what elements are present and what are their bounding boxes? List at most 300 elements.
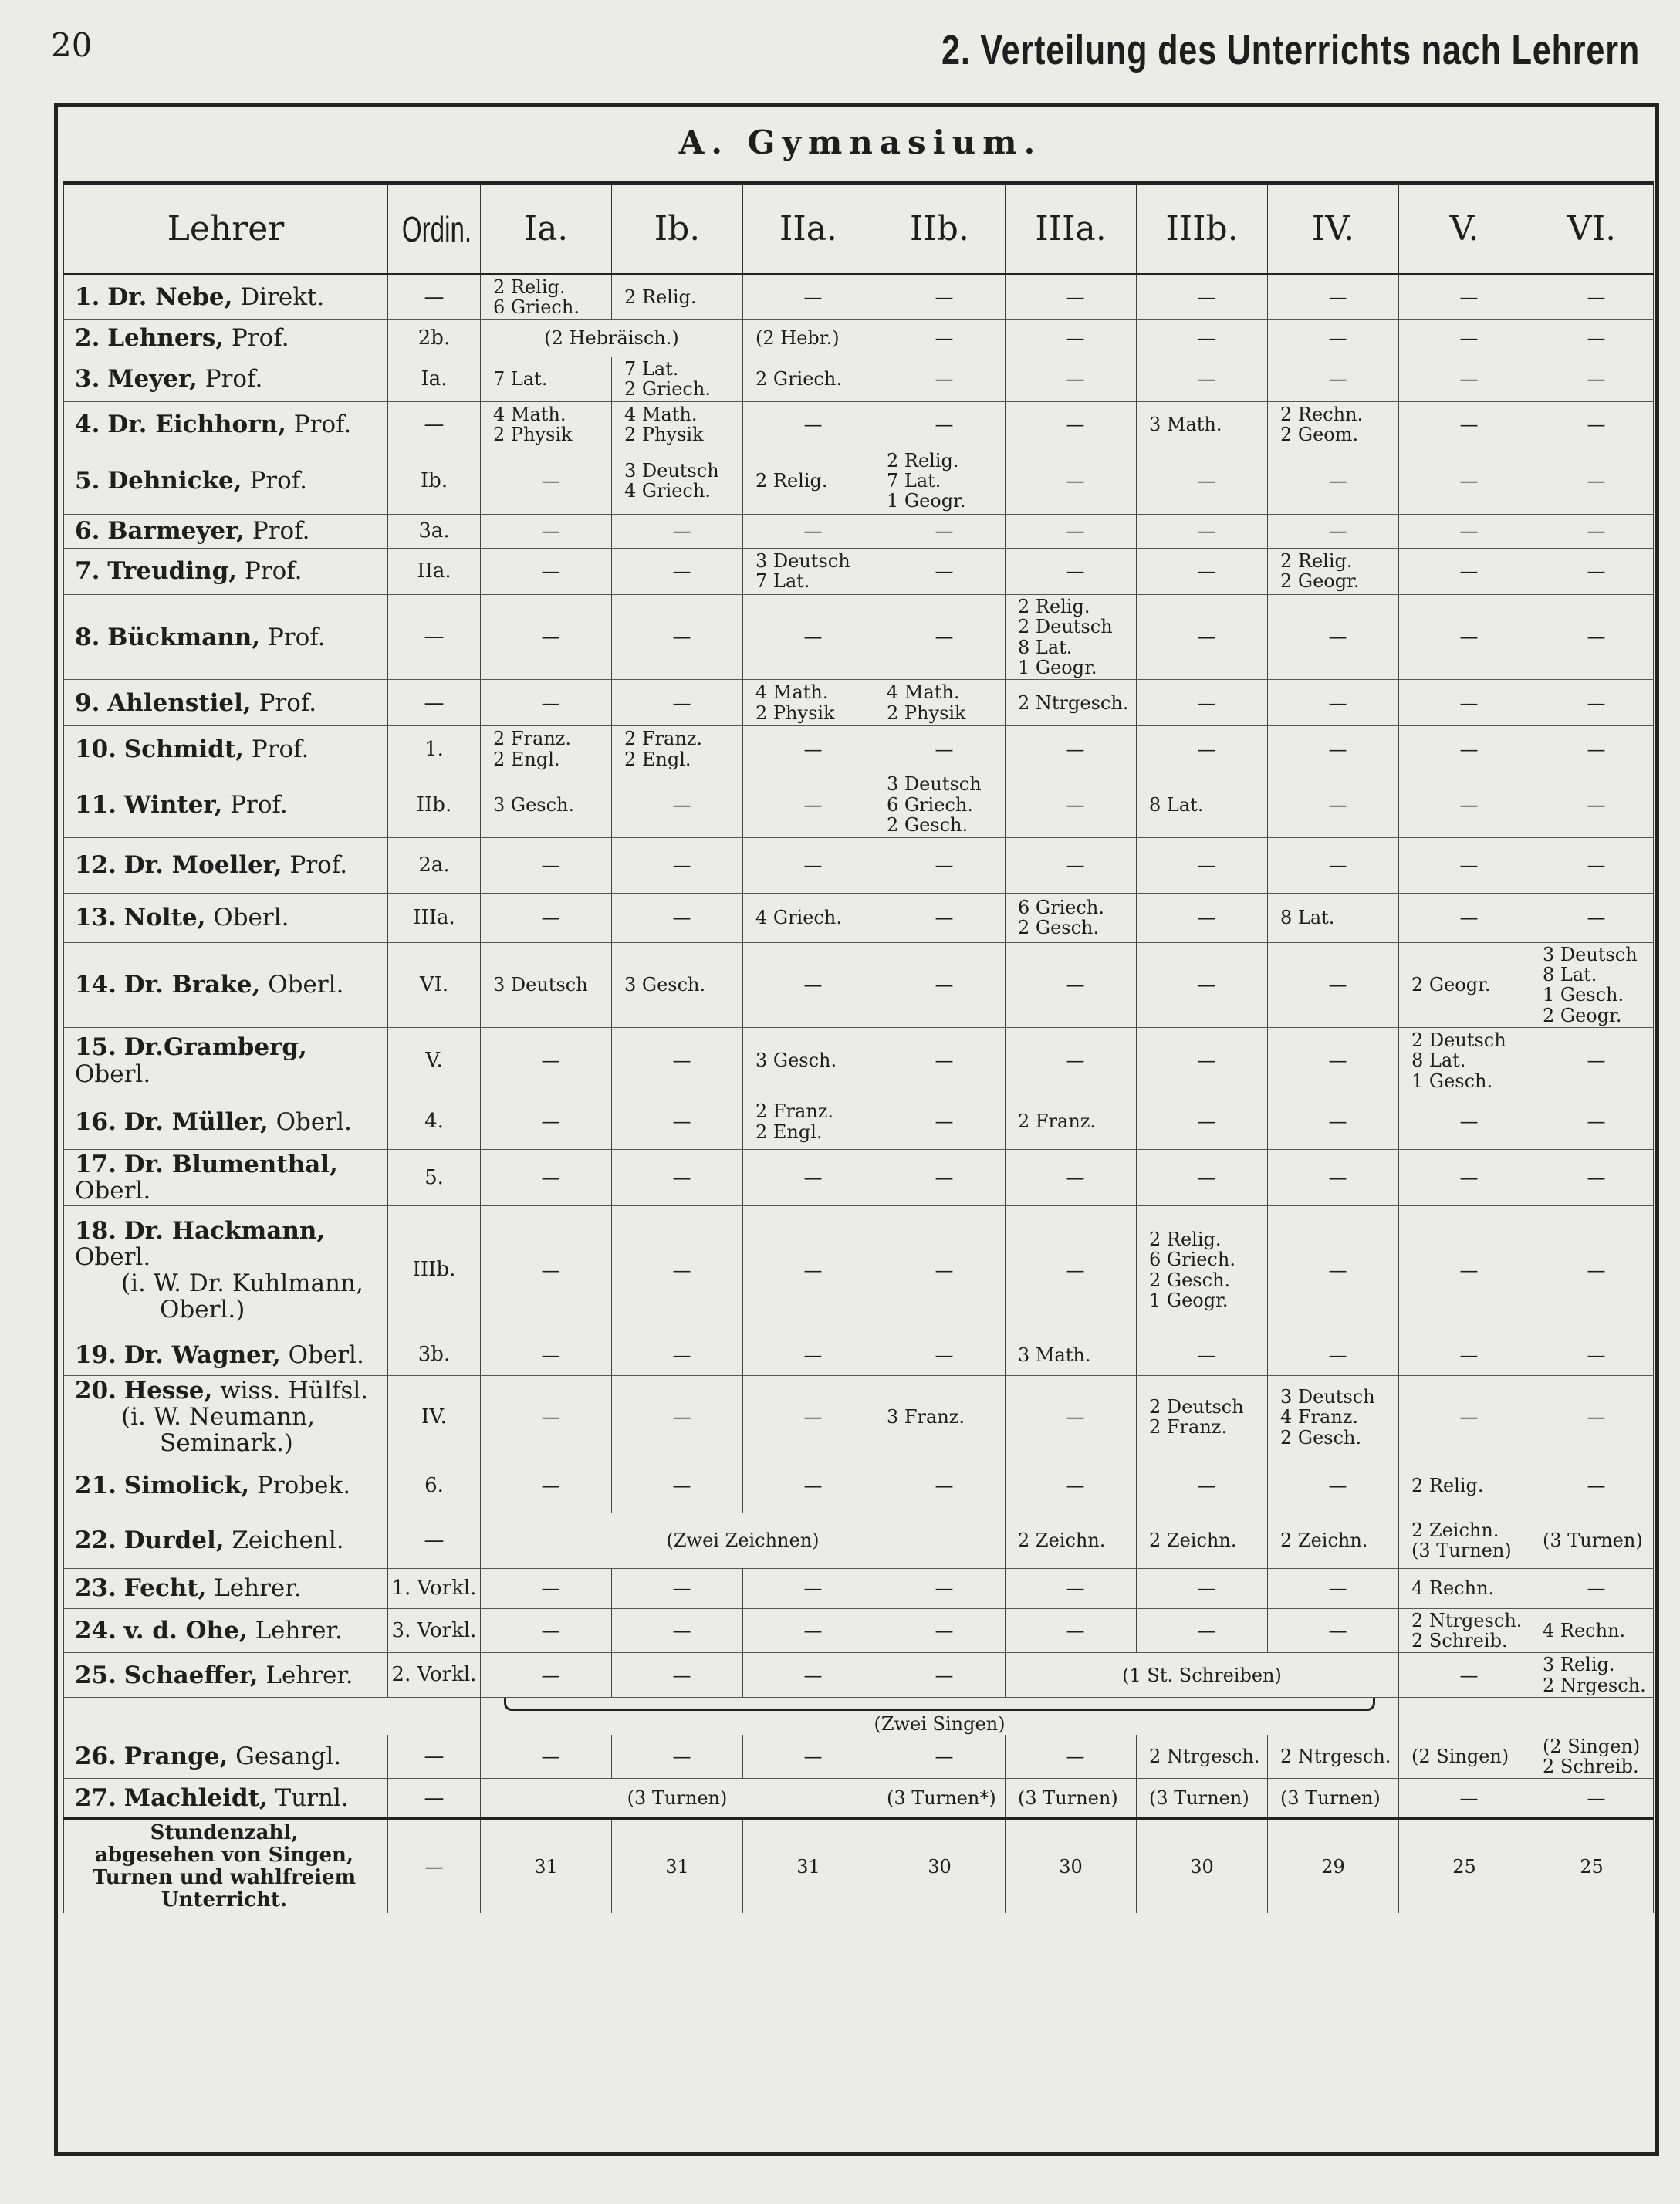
subject-cell (1006, 275, 1137, 320)
subject-cell (1268, 1513, 1399, 1568)
subject-entry: 2 Relig. (1280, 549, 1353, 572)
teacher-name: Hesse, (123, 1377, 213, 1405)
subject-entry: — (1197, 1577, 1216, 1599)
subject-entry: 4 Franz. (1280, 1406, 1359, 1428)
teacher-line (75, 558, 384, 584)
subject-cell (1006, 1334, 1137, 1376)
subject-cell (1268, 594, 1399, 680)
subject-cell (874, 942, 1006, 1028)
subject-entry: — (672, 1745, 691, 1767)
subject-entry: — (1587, 1110, 1606, 1133)
subject-entry: 2 Ntrgesch. (1411, 1609, 1523, 1631)
subject-entry: — (1459, 1664, 1479, 1686)
subject-entry: — (803, 1474, 823, 1496)
subject-entry: — (935, 738, 954, 760)
teacher-number: 24. (75, 1616, 117, 1645)
teacher-cell (64, 514, 388, 548)
subject-entry: — (935, 1259, 954, 1281)
teacher-line (75, 325, 384, 351)
subject-cell (612, 772, 743, 837)
subject-cell (1006, 319, 1137, 357)
teacher-name: Prange, (123, 1742, 228, 1770)
subject-cell (1006, 1150, 1137, 1206)
subject-entry: — (1197, 854, 1216, 876)
subject-cell (743, 1094, 874, 1150)
subject-cell (612, 1206, 743, 1334)
subject-cell (1530, 1459, 1654, 1513)
merged-cell (1006, 1653, 1399, 1698)
subject-cell (1268, 1094, 1399, 1150)
subject-cell (1006, 942, 1137, 1028)
subject-cell (1137, 680, 1268, 726)
subject-cell (874, 594, 1006, 680)
teacher-number: 27. (75, 1783, 117, 1812)
subject-entry: — (1328, 626, 1347, 648)
subject-entry: — (1587, 560, 1606, 583)
subject-cell (481, 726, 612, 772)
section-title: A. Gymnasium. (678, 123, 1043, 161)
subject-cell (1137, 1513, 1268, 1568)
subject-cell (1399, 772, 1530, 837)
teacher-row (64, 548, 1654, 594)
ordinarius-cell: IIb. (388, 772, 481, 837)
subject-cell (481, 1735, 612, 1779)
column-header-label: IV. (1311, 208, 1355, 248)
subject-cell (743, 1653, 874, 1698)
teacher-cell (64, 1779, 388, 1819)
subject-entry: — (1328, 1474, 1347, 1496)
subject-entry: — (672, 854, 691, 876)
teacher-number: 7. (75, 557, 100, 586)
teacher-cell (64, 594, 388, 680)
subject-entry: — (1459, 1166, 1479, 1188)
subject-entry: (3 Turnen) (1411, 1540, 1512, 1562)
subject-entry: — (1066, 414, 1085, 436)
teacher-line (75, 518, 384, 544)
subject-entry: 2 Franz. (1149, 1416, 1228, 1438)
teacher-name: Nolte, (123, 903, 206, 931)
subject-entry: — (672, 1344, 691, 1366)
subject-cell (1137, 1094, 1268, 1150)
teacher-number: 5. (75, 467, 100, 495)
subject-entry: — (672, 793, 691, 816)
subject-entry: 2 Franz. (624, 728, 703, 750)
brace-spacer (1399, 1698, 1654, 1735)
teacher-cell (64, 1568, 388, 1608)
subject-entry: — (1459, 327, 1479, 350)
subject-cell (874, 837, 1006, 893)
teacher-title: Oberl. (75, 1177, 151, 1205)
subject-cell (743, 594, 874, 680)
subject-entry: 2 Griech. (624, 378, 711, 401)
subject-entry: 7 Lat. (887, 470, 941, 492)
subject-cell (1399, 401, 1530, 448)
teacher-row (64, 275, 1654, 320)
teacher-number: 4. (75, 411, 100, 439)
subject-entry: — (1459, 738, 1479, 760)
teacher-line (75, 904, 384, 931)
column-header-label: V. (1449, 208, 1479, 248)
teacher-number: 3. (75, 365, 100, 394)
totals-label-line: Stundenzahl, (150, 1820, 299, 1844)
subject-entry: — (541, 1664, 560, 1686)
teacher-line (75, 468, 384, 494)
column-header (481, 184, 612, 275)
subject-cell (612, 680, 743, 726)
subject-cell (1006, 1028, 1137, 1094)
subject-cell (612, 1150, 743, 1206)
brace-spacer (64, 1698, 481, 1735)
subject-cell (1268, 1568, 1399, 1608)
subject-entry: — (1587, 327, 1606, 350)
teaching-distribution-table (63, 181, 1654, 1913)
subject-entry: 3 Gesch. (755, 1050, 837, 1072)
subject-cell (1006, 680, 1137, 726)
brace-cell (481, 1698, 1399, 1735)
subject-entry: — (1328, 327, 1347, 350)
subject-entry: 8 Lat. (1543, 963, 1597, 985)
subject-cell (874, 1459, 1006, 1513)
subject-entry: — (541, 626, 560, 648)
subject-cell (874, 1206, 1006, 1334)
teacher-cell (64, 319, 388, 357)
teacher-line (75, 1034, 384, 1087)
subject-cell (481, 837, 612, 893)
total-hours: 31 (612, 1819, 743, 1913)
subject-entry: — (1328, 286, 1347, 309)
subject-entry: 2 Gesch. (887, 814, 968, 837)
column-header (1530, 184, 1654, 275)
teacher-row (64, 1150, 1654, 1206)
subject-cell (1006, 1094, 1137, 1150)
column-header (64, 184, 388, 275)
subject-entry: 2 Franz. (755, 1100, 834, 1123)
subject-entry: — (541, 1110, 560, 1133)
subject-entry: — (1066, 1259, 1085, 1281)
column-header-label: IIb. (910, 208, 969, 248)
subject-cell (1006, 548, 1137, 594)
teacher-title: Prof. (205, 365, 263, 394)
subject-entry: — (803, 414, 823, 436)
total-hours: 25 (1399, 1819, 1530, 1913)
subject-entry: (3 Turnen) (1018, 1787, 1118, 1809)
subject-entry: — (935, 286, 954, 309)
teacher-line (75, 736, 384, 762)
subject-entry: — (541, 1406, 560, 1428)
total-hours: 25 (1530, 1819, 1654, 1913)
subject-cell (743, 1150, 874, 1206)
subject-entry: 2 Relig. (755, 470, 828, 492)
teacher-cell (64, 1735, 388, 1779)
subject-cell (1268, 1206, 1399, 1334)
subject-entry: — (803, 1619, 823, 1641)
subject-cell (1137, 548, 1268, 594)
subject-entry: 2 Physik (493, 424, 573, 446)
subject-cell (612, 1568, 743, 1608)
subject-entry: — (1066, 974, 1085, 996)
teacher-row (64, 1334, 1654, 1376)
subject-cell (743, 357, 874, 401)
teacher-cell (64, 448, 388, 514)
subject-cell (612, 1376, 743, 1459)
subject-entry: 2 Gesch. (1280, 1426, 1362, 1448)
teacher-title: Prof. (267, 623, 326, 651)
subject-cell (481, 1376, 612, 1459)
page-heading: 2. Verteilung des Unterrichts nach Lehrern (941, 27, 1641, 73)
subject-entry: — (1066, 520, 1085, 543)
subject-entry: 2 Relig. (624, 286, 697, 309)
subject-cell (1006, 1568, 1137, 1608)
teacher-line (75, 852, 384, 878)
ordinarius-cell: VI. (388, 942, 481, 1028)
subject-cell (743, 275, 874, 320)
subject-entry: — (1587, 626, 1606, 648)
subject-entry: — (935, 906, 954, 928)
subject-entry: 7 Lat. (624, 357, 679, 380)
subject-cell (1137, 1735, 1268, 1779)
ordinarius-cell: Ib. (388, 448, 481, 514)
subject-cell (1006, 1779, 1137, 1819)
subject-entry: 2 Ntrgesch. (1280, 1745, 1391, 1767)
subject-entry: — (1328, 520, 1347, 543)
subject-entry: 4 Math. (755, 681, 829, 704)
subject-entry: (3 Turnen*) (887, 1787, 996, 1809)
column-header-label: Ia. (523, 208, 569, 248)
subject-cell (1399, 1568, 1530, 1608)
subject-entry: — (1328, 368, 1347, 390)
subject-entry: 2 Engl. (624, 748, 691, 770)
subject-entry: — (1066, 1577, 1085, 1599)
subject-cell (1530, 772, 1654, 837)
teacher-cell (64, 1653, 388, 1698)
subject-cell (1137, 514, 1268, 548)
teacher-extra: (i. W. Dr. Kuhlmann, (121, 1269, 363, 1297)
column-header-label: Ordin. (401, 208, 472, 249)
teacher-name: Dr. Wagner, (123, 1340, 281, 1369)
subject-entry: — (672, 1474, 691, 1496)
subject-entry: — (1587, 1406, 1606, 1428)
teacher-row (64, 1459, 1654, 1513)
column-header (1268, 184, 1399, 275)
subject-entry: — (1066, 738, 1085, 760)
subject-cell (1530, 514, 1654, 548)
subject-entry: 2 Zeichn. (1149, 1529, 1237, 1551)
subject-cell (1268, 1334, 1399, 1376)
subject-cell (1006, 772, 1137, 837)
teacher-line (75, 366, 384, 392)
subject-cell (612, 1028, 743, 1094)
teacher-line (75, 792, 384, 818)
subject-entry: — (1066, 560, 1085, 583)
subject-entry: — (1459, 560, 1479, 583)
subject-cell (1530, 1653, 1654, 1698)
subject-entry: — (541, 854, 560, 876)
teacher-name: Simolick, (123, 1472, 250, 1499)
subject-cell (1530, 448, 1654, 514)
ordinarius-cell: IV. (388, 1376, 481, 1459)
totals-ordin: — (388, 1819, 481, 1913)
subject-entry: — (1197, 286, 1216, 309)
teacher-line (75, 1785, 384, 1811)
subject-cell (481, 1459, 612, 1513)
teacher-title: Gesangl. (235, 1742, 342, 1770)
subject-cell (743, 837, 874, 893)
subject-cell (1268, 1459, 1399, 1513)
teacher-number: 2. (75, 324, 100, 353)
subject-entry: 1 Gesch. (1411, 1070, 1493, 1092)
subject-entry: — (541, 1166, 560, 1188)
subject-entry: — (1587, 793, 1606, 816)
subject-cell (1399, 1334, 1530, 1376)
subject-entry: — (1066, 368, 1085, 390)
subject-cell (612, 514, 743, 548)
teacher-title: wiss. Hülfsl. (220, 1377, 369, 1405)
subject-cell (874, 772, 1006, 837)
subject-entry: 2 Franz. (493, 728, 572, 750)
subject-cell (1137, 1459, 1268, 1513)
subject-entry: — (541, 906, 560, 928)
subject-entry: — (1587, 906, 1606, 928)
subject-entry: 2 Deutsch (1149, 1396, 1244, 1418)
subject-cell (1268, 1779, 1399, 1819)
subject-entry: 2 Schreib. (1543, 1755, 1639, 1777)
subject-cell (1399, 594, 1530, 680)
teacher-title: Probek. (257, 1472, 351, 1499)
subject-cell (612, 1094, 743, 1150)
subject-entry: — (541, 1619, 560, 1641)
merged-entry: (2 Hebräisch.) (544, 327, 679, 350)
subject-entry: — (1197, 1474, 1216, 1496)
total-hours: 30 (1006, 1819, 1137, 1913)
column-header (1006, 184, 1137, 275)
subject-cell (1268, 1150, 1399, 1206)
teacher-name: Machleidt, (123, 1783, 268, 1812)
subject-cell (1530, 1150, 1654, 1206)
subject-cell (743, 319, 874, 357)
subject-cell (1530, 837, 1654, 893)
subject-cell (1399, 1094, 1530, 1150)
subject-entry: — (803, 1344, 823, 1366)
subject-cell (1530, 1568, 1654, 1608)
subject-entry: — (1197, 327, 1216, 350)
subject-cell (1137, 1568, 1268, 1608)
subject-entry: — (1587, 691, 1606, 714)
teacher-name: Fecht, (123, 1574, 207, 1602)
subject-entry: — (1066, 327, 1085, 350)
subject-cell (612, 1608, 743, 1653)
subject-entry: — (1197, 520, 1216, 543)
column-header-label: IIIb. (1165, 208, 1239, 248)
subject-cell (481, 1653, 612, 1698)
subject-cell (612, 401, 743, 448)
subject-entry: 3 Relig. (1543, 1654, 1615, 1676)
teacher-number: 20. (75, 1377, 117, 1405)
teacher-row (64, 594, 1654, 680)
subject-entry: — (803, 738, 823, 760)
subject-entry: — (935, 368, 954, 390)
subject-cell (743, 1028, 874, 1094)
ordinarius-cell: IIIb. (388, 1206, 481, 1334)
subject-cell (743, 448, 874, 514)
total-hours: 31 (743, 1819, 874, 1913)
subject-cell (1399, 1150, 1530, 1206)
subject-entry: 2 Relig. (887, 449, 959, 472)
subject-entry: — (1197, 1050, 1216, 1072)
subject-cell (874, 893, 1006, 942)
subject-entry: — (672, 906, 691, 928)
subject-entry: — (1066, 793, 1085, 816)
column-header-label: VI. (1567, 208, 1617, 248)
teacher-line (75, 1743, 384, 1770)
subject-entry: (2 Singen) (1543, 1735, 1641, 1757)
subject-cell (481, 448, 612, 514)
subject-entry: — (1459, 1344, 1479, 1366)
teacher-title: Oberl. (75, 1060, 151, 1088)
subject-cell (1006, 893, 1137, 942)
subject-cell (481, 1206, 612, 1334)
subject-entry: 3 Deutsch (624, 459, 719, 482)
teacher-name: Winter, (123, 790, 223, 819)
subject-cell (1268, 942, 1399, 1028)
teacher-title: Prof. (252, 517, 310, 546)
teacher-row (64, 837, 1654, 893)
subject-entry: — (1459, 520, 1479, 543)
subject-cell (874, 448, 1006, 514)
teacher-cell (64, 1513, 388, 1568)
teacher-row (64, 1735, 1654, 1779)
teacher-title: Zeichenl. (232, 1526, 344, 1554)
teacher-row (64, 726, 1654, 772)
subject-entry: — (935, 974, 954, 996)
teacher-title: Oberl. (288, 1340, 364, 1369)
teacher-line (75, 1527, 384, 1553)
ordinarius-cell: — (388, 594, 481, 680)
subject-cell (874, 275, 1006, 320)
teacher-name: Schaeffer, (123, 1661, 259, 1689)
subject-entry: 7 Lat. (493, 368, 548, 390)
subject-cell (1399, 1608, 1530, 1653)
subject-entry: — (1066, 1050, 1085, 1072)
subject-entry: 1 Geogr. (887, 490, 966, 512)
totals-label (64, 1819, 388, 1913)
teacher-line (75, 1342, 384, 1368)
subject-cell (1268, 772, 1399, 837)
teacher-row (64, 401, 1654, 448)
subject-cell (1006, 1459, 1137, 1513)
subject-entry: — (935, 560, 954, 583)
subject-entry: — (803, 286, 823, 309)
subject-entry: — (1066, 1745, 1085, 1767)
subject-cell (743, 1334, 874, 1376)
teacher-number: 23. (75, 1574, 117, 1602)
subject-cell (1399, 837, 1530, 893)
subject-cell (743, 1376, 874, 1459)
column-header-label: Lehrer (167, 208, 285, 248)
subject-entry: — (541, 560, 560, 583)
subject-cell (1530, 1206, 1654, 1334)
subject-entry: — (803, 626, 823, 648)
subject-entry: (2 Singen) (1411, 1745, 1509, 1767)
subject-cell (1399, 1653, 1530, 1698)
subject-entry: — (541, 1344, 560, 1366)
subject-cell (1530, 1779, 1654, 1819)
ordinarius-cell: V. (388, 1028, 481, 1094)
subject-entry: (3 Turnen) (1280, 1787, 1381, 1809)
subject-cell (1006, 726, 1137, 772)
subject-entry: 2 Deutsch (1018, 616, 1113, 638)
column-header (1137, 184, 1268, 275)
subject-cell (481, 1028, 612, 1094)
